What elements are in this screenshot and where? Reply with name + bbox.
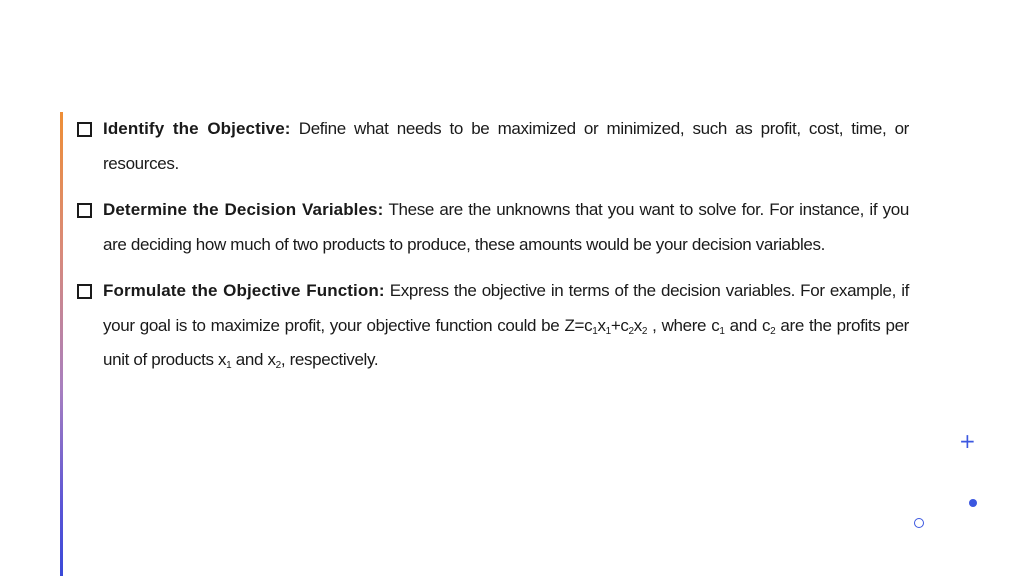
bullet-identify-objective (75, 112, 909, 181)
and-text: and (724, 315, 762, 335)
bullet-term: Determine the Decision Variables: (103, 200, 384, 219)
bullet-text: These are the unknowns that you want to solve for. For instance, if you are deciding how much of two products to produce, these amounts would be your decision variables. (103, 200, 909, 254)
bullet-text: Define what needs to be maximized or minimized, such as profit, cost, time, or resources. (103, 119, 909, 173)
bullet-objective-function (75, 274, 909, 378)
checkbox-bullet-icon (77, 203, 92, 218)
accent-bar (60, 112, 63, 576)
profits-text: are the profits per unit of products (103, 315, 909, 369)
bullet-decision-variables (75, 193, 909, 262)
var-c1: $c_1$ (711, 315, 725, 337)
checkbox-bullet-icon (77, 122, 92, 137)
bullet-term-colon: : (378, 281, 385, 300)
var-x2: $x_2$ (267, 350, 281, 371)
end-text: , respectively. (280, 350, 379, 369)
objective-formula: $Z=c_1x_1+c_2x_2$ (564, 315, 648, 337)
bullet-term-colon: : (284, 119, 291, 138)
var-c2: $c_2$ (761, 315, 776, 337)
and-text: and (231, 350, 268, 369)
checkbox-bullet-icon (77, 284, 92, 299)
bullet-list (75, 112, 909, 390)
var-x1: $x_1$ (218, 350, 232, 371)
ring-decoration-icon (914, 518, 924, 528)
bullet-term: Formulate the Objective Function (103, 281, 379, 300)
plus-decoration-icon: + (959, 429, 976, 453)
bullet-term: Identify the Objective (103, 119, 285, 138)
bullet-text-after-formula: , where (647, 315, 712, 335)
dot-decoration-icon (969, 499, 977, 507)
bullet-text: Express the objective in terms of the decision variables. For example, if your goal is to maximize profit, your objective function could be (103, 281, 909, 335)
